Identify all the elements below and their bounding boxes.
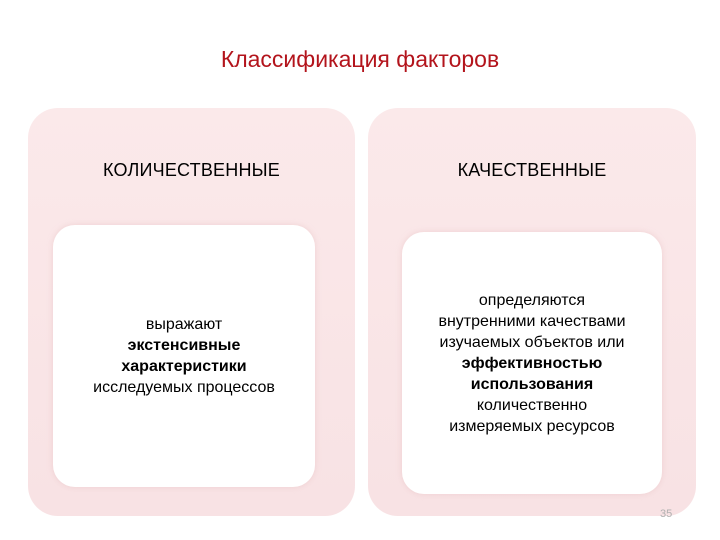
quantitative-heading: КОЛИЧЕСТВЕННЫЕ	[103, 160, 280, 180]
qualitative-line-7: измеряемых ресурсов	[449, 417, 615, 435]
quantitative-panel	[28, 108, 355, 516]
qualitative-line-6: количественно	[476, 396, 588, 414]
slide-title: Классификация факторов	[220, 46, 500, 72]
quantitative-line-1: выражают	[145, 316, 223, 333]
qualitative-heading: КАЧЕСТВЕННЫЕ	[457, 160, 607, 180]
quantitative-description	[85, 314, 283, 398]
qualitative-description-box	[402, 232, 662, 494]
quantitative-description-box	[53, 225, 315, 487]
qualitative-panel	[368, 108, 696, 516]
qualitative-line-5: использования	[470, 375, 594, 393]
qualitative-line-3: изучаемых объектов или	[439, 333, 625, 351]
qualitative-line-4: эффективностью	[461, 354, 603, 372]
qualitative-line-2: внутренними качествами	[438, 312, 626, 330]
page-number: 35	[660, 508, 673, 520]
quantitative-line-2: экстенсивные	[127, 337, 241, 354]
qualitative-line-1: определяются	[478, 291, 586, 309]
quantitative-line-3: характеристики	[121, 358, 247, 375]
qualitative-description	[430, 290, 633, 437]
quantitative-line-4: исследуемых процессов	[93, 379, 275, 396]
